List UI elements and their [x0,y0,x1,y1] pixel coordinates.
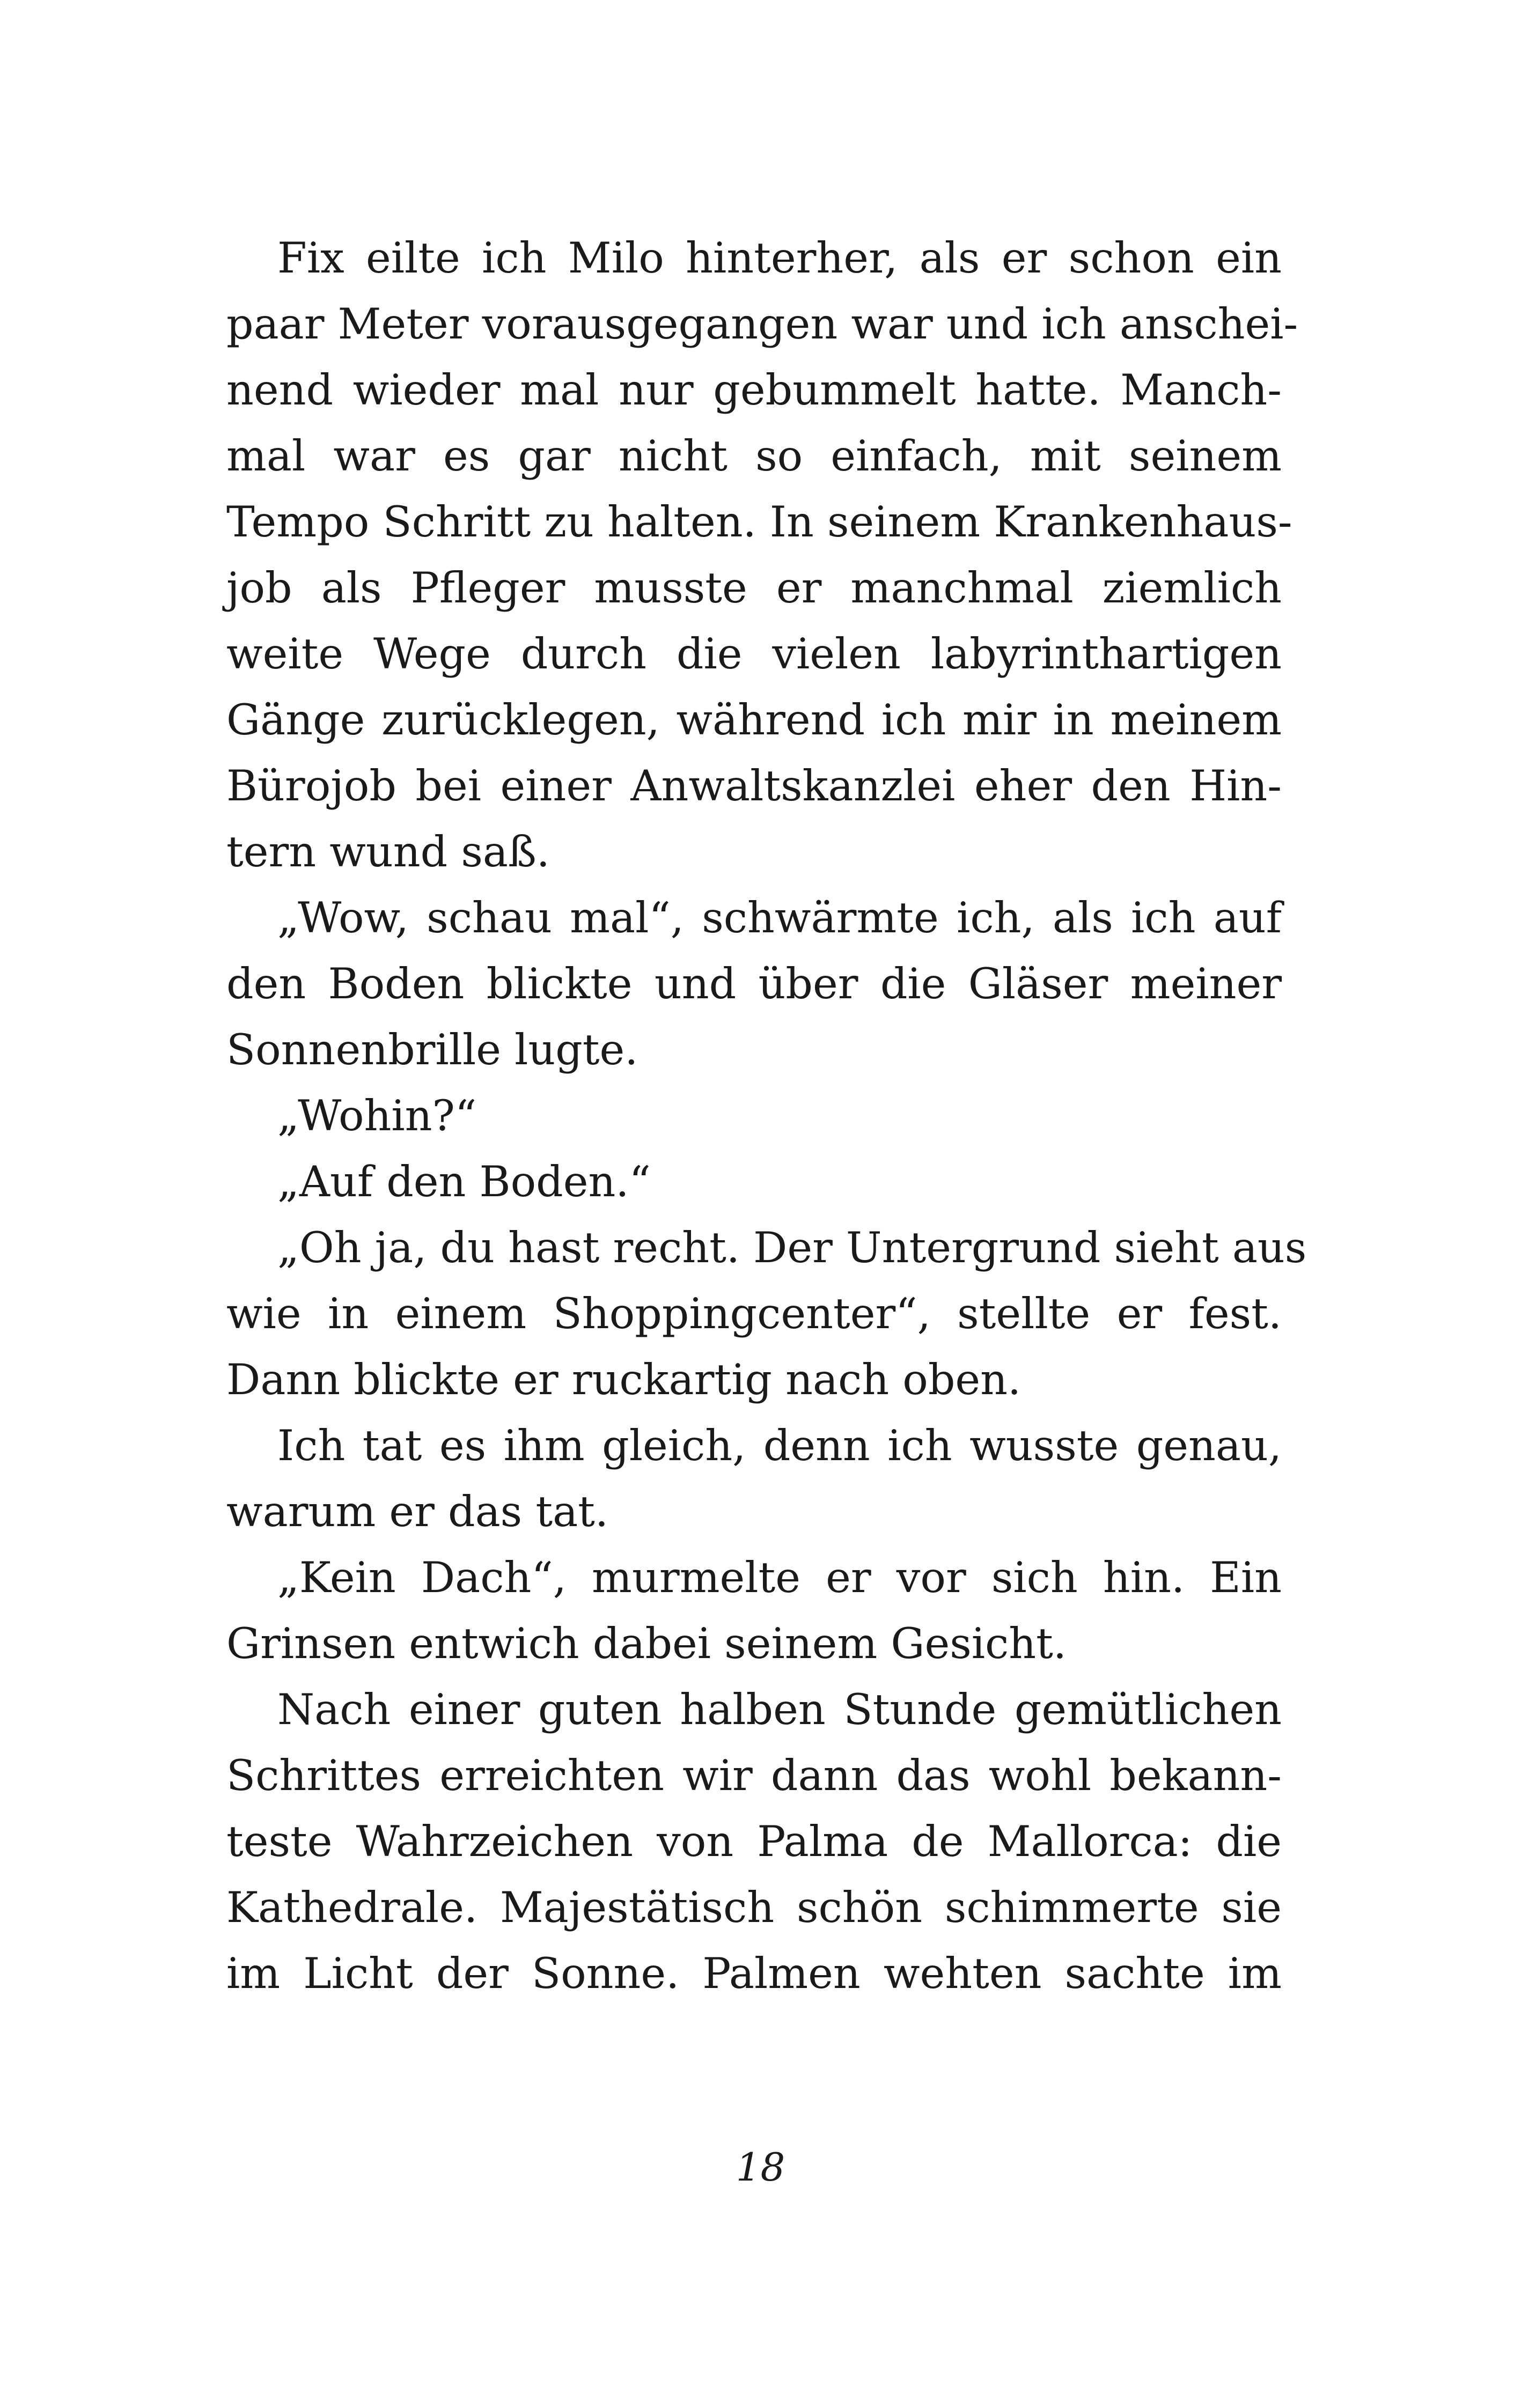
text-line: Schrittes erreichten wir dann das wohl bekann- [226,1751,1282,1800]
text-line: Ich tat es ihm gleich, denn ich wusste genau, [277,1421,1282,1470]
text-line: Fix eilte ich Milo hinterher, als er schon ein [277,233,1282,283]
text-line: Gänge zurücklegen, während ich mir in meinem [226,695,1282,745]
text-line: Grinsen entwich dabei seinem Gesicht. [226,1619,1067,1668]
text-line: Nach einer guten halben Stunde gemütlichen [277,1685,1282,1734]
text-line: den Boden blickte und über die Gläser meiner [226,959,1282,1008]
text-line: weite Wege durch die vielen labyrinthartigen [226,629,1282,679]
paragraph [226,1083,1282,1149]
text-line: teste Wahrzeichen von Palma de Mallorca: die [226,1817,1282,1866]
text-line: paar Meter vorausgegangen war und ich anschei- [226,299,1298,349]
text-line: warum er das tat. [226,1487,609,1536]
text-line: job als Pfleger musste er manchmal ziemlich [226,563,1282,613]
text-line: wie in einem Shoppingcenter“, stellte er fest. [226,1289,1282,1338]
text-line: Bürojob bei einer Anwaltskanzlei eher den Hin- [226,761,1282,811]
text-line: Sonnenbrille lugte. [226,1025,638,1074]
text-line: mal war es gar nicht so einfach, mit seinem [226,431,1282,481]
page-body [226,225,1307,2007]
text-line: nend wieder mal nur gebummelt hatte. Manch- [226,365,1282,415]
paragraph [226,1149,1282,1215]
text-line: im Licht der Sonne. Palmen wehten sachte im [226,1949,1282,1998]
text-line: „Auf den Boden.“ [277,1157,651,1206]
paragraph [226,1545,1282,1677]
text-line: „Wow, schau mal“, schwärmte ich, als ich auf [277,893,1282,942]
paragraph [226,1215,1307,1413]
paragraph [226,225,1298,885]
text-line: „Wohin?“ [277,1091,477,1140]
page-number: 18 [736,2145,785,2190]
text-line: Dann blickte er ruckartig nach oben. [226,1355,1022,1404]
paragraph [226,1413,1282,1545]
text-line: „Kein Dach“, murmelte er vor sich hin. Ein [277,1553,1282,1602]
text-line: Tempo Schritt zu halten. In seinem Krankenhaus- [226,497,1292,547]
paragraph [226,1677,1282,2007]
text-line: Kathedrale. Majestätisch schön schimmerte sie [226,1883,1282,1932]
paragraph [226,885,1282,1083]
text-line: tern wund saß. [226,827,550,877]
text-line: „Oh ja, du hast recht. Der Untergrund sieht aus [277,1223,1307,1272]
